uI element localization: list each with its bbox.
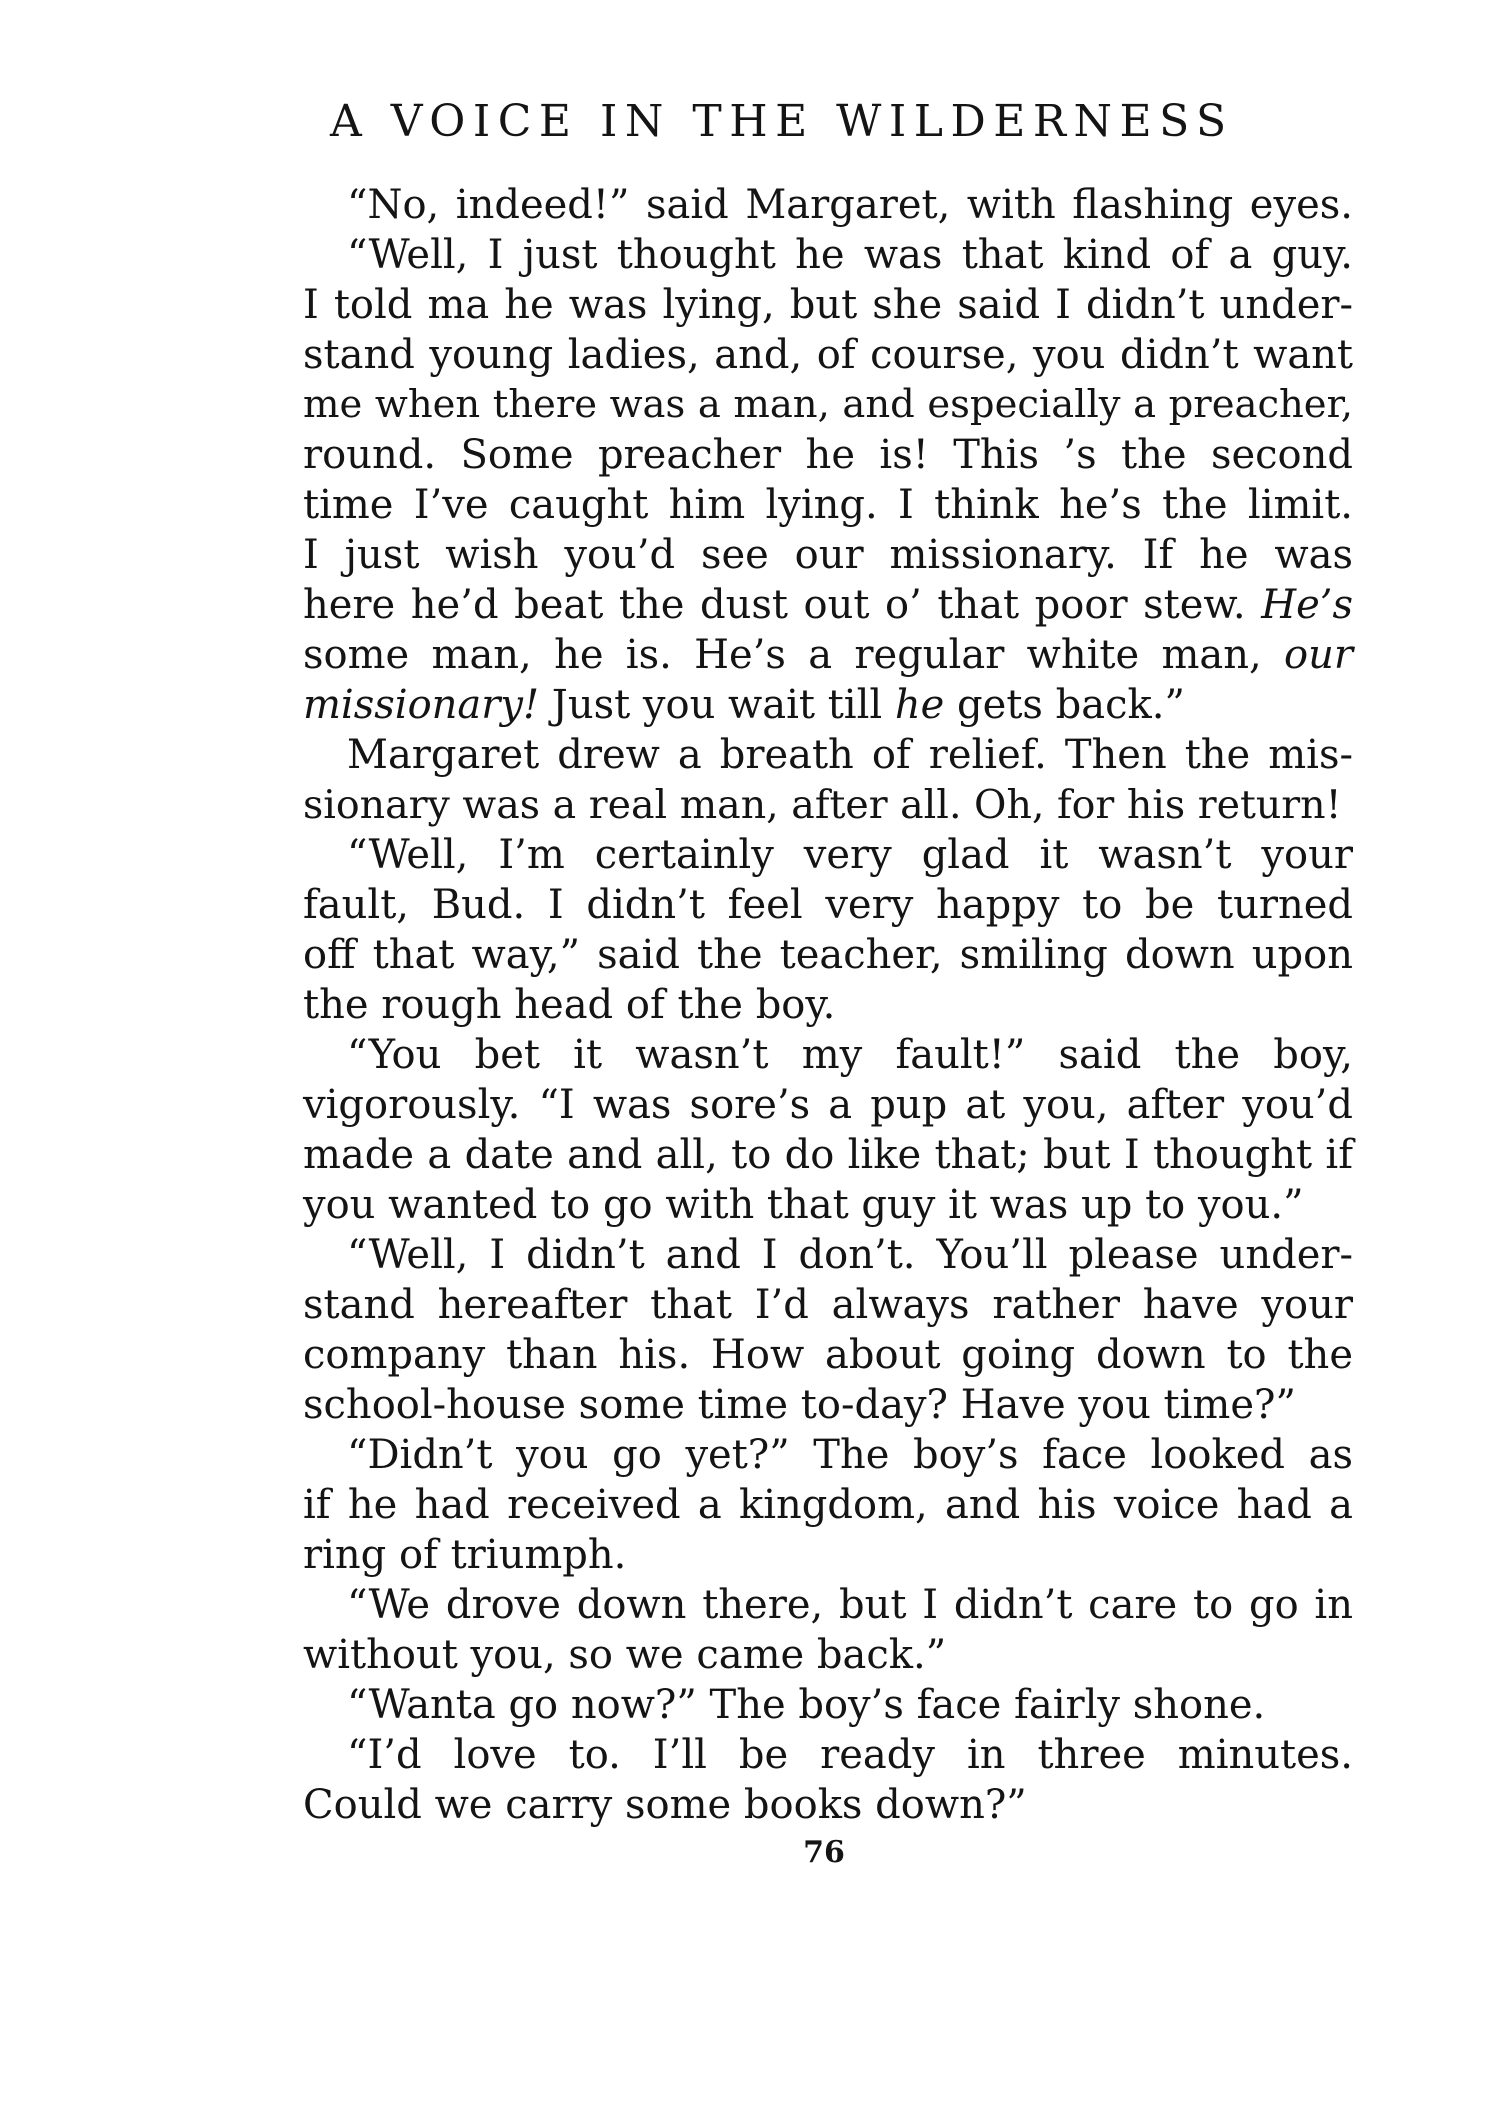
text-line: “I’d love to. I’ll be ready in three minutes. bbox=[347, 1732, 1353, 1778]
text-line: if he had received a kingdom, and his voice had a bbox=[303, 1482, 1353, 1528]
text-line: “Well, I’m certainly very glad it wasn’t your bbox=[347, 832, 1353, 878]
text-line: time I’ve caught him lying. I think he’s the limit. bbox=[303, 482, 1353, 528]
text-line bbox=[303, 680, 1353, 730]
body-text bbox=[303, 180, 1353, 1830]
text-segment: here he’d beat the dust out o’ that poor stew. bbox=[303, 582, 1262, 628]
text-line: I told ma he was lying, but she said I didn’t under- bbox=[303, 282, 1353, 328]
text-line: company than his. How about going down to the bbox=[303, 1332, 1353, 1378]
text-line: stand hereafter that I’d always rather have your bbox=[303, 1282, 1353, 1328]
text-segment: Just you wait till bbox=[539, 682, 895, 728]
text-line: Could we carry some books down?” bbox=[303, 1782, 1027, 1828]
text-line: ring of triumph. bbox=[303, 1532, 627, 1578]
text-line: fault, Bud. I didn’t feel very happy to be turned bbox=[303, 882, 1353, 928]
text-line: me when there was a man, and especially a preacher, bbox=[303, 382, 1353, 427]
italic-text: our bbox=[1284, 632, 1353, 678]
text-line: without you, so we came back.” bbox=[303, 1632, 947, 1678]
page-number: 76 bbox=[803, 1835, 845, 1870]
text-line: “Well, I didn’t and I don’t. You’ll please under- bbox=[347, 1232, 1353, 1278]
text-line bbox=[303, 630, 1353, 680]
text-line: vigorously. “I was sore’s a pup at you, after you’d bbox=[303, 1082, 1353, 1128]
italic-text: he bbox=[894, 682, 945, 728]
text-line: “Didn’t you go yet?” The boy’s face looked as bbox=[347, 1432, 1353, 1478]
text-segment: some man, he is. He’s a regular white man, bbox=[303, 632, 1285, 678]
text-line: “Wanta go now?” The boy’s face fairly shone. bbox=[347, 1682, 1266, 1728]
text-line: stand young ladies, and, of course, you didn’t want bbox=[303, 332, 1353, 378]
text-line: “We drove down there, but I didn’t care to go in bbox=[347, 1582, 1353, 1628]
text-line: sionary was a real man, after all. Oh, for his return! bbox=[303, 782, 1342, 828]
text-line: off that way,” said the teacher, smiling down upon bbox=[303, 932, 1353, 978]
text-line: I just wish you’d see our missionary. If he was bbox=[303, 532, 1353, 578]
italic-text: missionary! bbox=[303, 682, 540, 728]
text-line: you wanted to go with that guy it was up to you.” bbox=[303, 1182, 1304, 1228]
text-line: made a date and all, to do like that; but I thought if bbox=[303, 1132, 1353, 1178]
text-line: “Well, I just thought he was that kind of a guy. bbox=[347, 232, 1353, 278]
text-line: “No, indeed!” said Margaret, with flashing eyes. bbox=[347, 182, 1353, 228]
text-segment: gets back.” bbox=[944, 682, 1185, 728]
text-line: round. Some preacher he is! This ’s the second bbox=[303, 432, 1353, 478]
running-head: A VOICE IN THE WILDERNESS bbox=[330, 96, 1234, 147]
text-line: school-house some time to-day? Have you time?” bbox=[303, 1382, 1296, 1428]
text-line bbox=[303, 580, 1353, 630]
text-line: “You bet it wasn’t my fault!” said the boy, bbox=[347, 1032, 1353, 1078]
text-line: the rough head of the boy. bbox=[303, 982, 836, 1028]
text-line: Margaret drew a breath of relief. Then the mis- bbox=[347, 732, 1353, 778]
italic-text: He’s bbox=[1261, 582, 1353, 628]
